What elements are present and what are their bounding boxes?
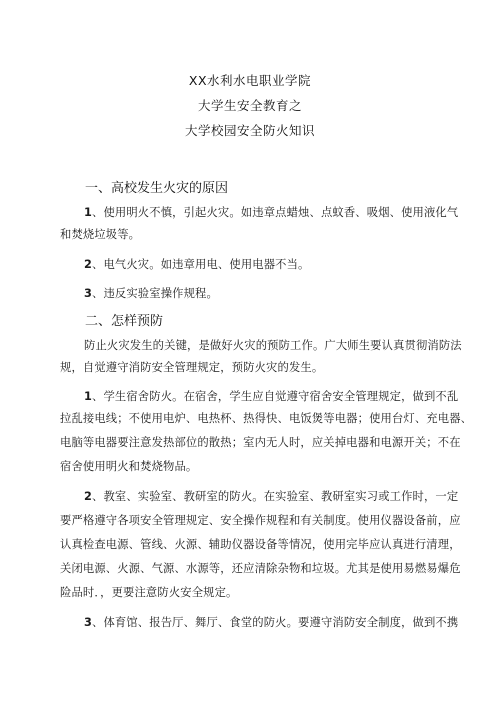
line-text: 、使用明火不慎，引起火灾。如违章点蜡烛、点蚊香、吸烟、使用液化气 xyxy=(92,206,459,219)
document-title-topic: 大学校园安全防火知识 xyxy=(184,123,315,138)
item-number: 3 xyxy=(84,287,93,300)
document-title-school: XX水利水电职业学院 xyxy=(188,73,312,88)
paragraph-line xyxy=(84,614,458,630)
paragraph-line xyxy=(84,256,310,272)
line-text: 、学生宿舍防火。在宿舍，学生应自觉遵守宿舍安全管理规定，做到不乱 xyxy=(92,390,459,403)
paragraph-line: 要严格遵守各项安全管理规定、安全操作规程和有关制度。使用仪器设备前，应 xyxy=(60,514,461,527)
item-number: 2 xyxy=(84,490,93,503)
line-text: 、电气火灾。如违章用电、使用电器不当。 xyxy=(92,258,310,271)
item-number: 2 xyxy=(84,258,93,271)
paragraph-line xyxy=(84,488,458,504)
line-text: 、体育馆、报告厅、舞厅、食堂的防火。要遵守消防安全制度，做到不携 xyxy=(92,616,459,629)
paragraph-line: 和焚烧垃圾等。 xyxy=(60,228,141,241)
paragraph-line: 规，自觉遵守消防安全管理规定，预防火灾的发生。 xyxy=(60,361,324,374)
paragraph-line: 关闭电源、火源、气源、水源等，还应清除杂物和垃圾。尤其是使用易燃易爆危 xyxy=(60,562,461,575)
paragraph-line: 拉乱接电线；不使用电炉、电热杯、热得快、电饭煲等电器；使用台灯、充电器、 xyxy=(60,412,473,425)
paragraph-line: 防止火灾发生的关键，是做好火灾的预防工作。广大师生要认真贯彻消防法 xyxy=(84,339,462,352)
paragraph-line: 电脑等电器要注意发热部位的散热；室内无人时，应关掉电器和电源开关；不在 xyxy=(60,436,461,449)
paragraph-line xyxy=(84,204,458,220)
paragraph-line: 险品时．，更要注意防火安全规定。 xyxy=(60,586,238,599)
document-title-series: 大学生安全教育之 xyxy=(197,98,302,113)
section-heading-causes: 一、高校发生火灾的原因 xyxy=(85,181,229,196)
item-number: 1 xyxy=(84,206,93,219)
item-number: 3 xyxy=(84,616,93,629)
item-number: 1 xyxy=(84,390,93,403)
line-text: 、违反实验室操作规程。 xyxy=(92,287,218,300)
section-heading-prevention: 二、怎样预防 xyxy=(85,314,164,329)
paragraph-line xyxy=(84,388,458,404)
paragraph-line: 宿舍使用明火和焚烧物品。 xyxy=(60,460,198,473)
paragraph-line xyxy=(84,285,218,301)
paragraph-line: 认真检查电源、管线、火源、辅助仪器设备等情况，使用完毕应认真进行清理， xyxy=(60,538,461,551)
line-text: 、教室、实验室、教研室的防火。在实验室、教研室实习或工作时，一定 xyxy=(92,490,459,503)
